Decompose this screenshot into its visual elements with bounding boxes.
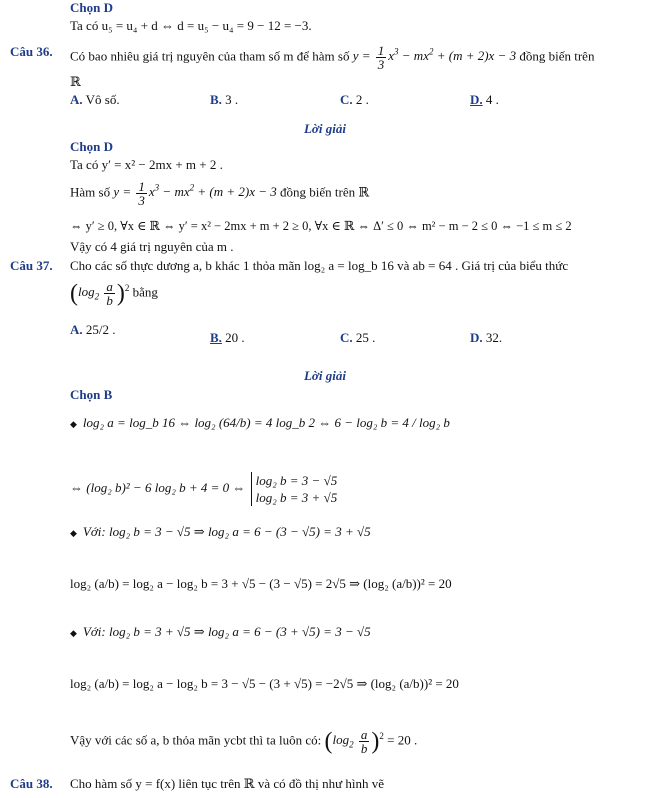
q37-sol-step5: ◆ Với: log₂ b = 3 + √5 ⇒ log₂ a = 6 − (3 + √5) = 3 − √5 xyxy=(70,624,371,639)
prev-choice: Chọn D xyxy=(70,0,113,15)
q37-text2: bằng xyxy=(132,284,158,300)
q37-label: Câu 37. xyxy=(10,258,53,273)
q37-option-a[interactable] xyxy=(70,322,116,338)
prev-line: Ta có u₅ = u₄ + d ⇔ d = u₅ − u₄ = 9 − 12 = −3. xyxy=(70,18,312,33)
q37-option-c-text: 25 . xyxy=(355,330,376,345)
q37-sol-step2 xyxy=(70,472,337,506)
q36-sol-line2 xyxy=(70,180,369,207)
q36-option-c-text: 2 . xyxy=(355,92,369,107)
q37-option-c[interactable] xyxy=(340,330,375,346)
q37-option-a-key: A. xyxy=(70,322,83,337)
q36-solution-heading: Lời giải xyxy=(303,121,346,136)
q37-sol-system-row1: log₂ b = 3 − √5 xyxy=(255,473,338,488)
q36-sol-line1: Ta có y′ = x² − 2mx + m + 2 . xyxy=(70,157,223,172)
q36-option-a[interactable] xyxy=(70,92,120,108)
q37-sol-conclusion-text: Vậy với các số a, b thỏa mãn ycbt thì ta luôn có: xyxy=(70,732,322,748)
q37-sol-step6: log₂ (a/b) = log₂ a − log₂ b = 3 − √5 − (3 + √5) = −2√5 ⇒ (log₂ (a/b))² = 20 xyxy=(70,676,459,691)
q36-option-a-text: Vô số. xyxy=(85,92,120,107)
q36-option-b[interactable] xyxy=(210,92,238,108)
q36-option-d-text: 4 . xyxy=(485,92,499,107)
q37-option-d[interactable] xyxy=(470,330,502,346)
q36-option-c-key: C. xyxy=(340,92,353,107)
q37-option-a-text: 25/2 . xyxy=(85,322,116,337)
q36-option-b-text: 3 . xyxy=(225,92,239,107)
q37-sol-step3: ◆ Với: log₂ b = 3 − √5 ⇒ log₂ a = 6 − (3 − √5) = 3 + √5 xyxy=(70,524,371,539)
q37-sol-conclusion: Vậy với các số a, b thỏa mãn ycbt thì ta luôn có: ($\log_2$ $\frac{a}{b}$ )$^2$ = 20 . xyxy=(70,727,418,756)
q37-sol-step1: ◆ log₂ a = log_b 16 ⇔ log₂ (64/b) = 4 log_b 2 ⇔ 6 − log₂ b = 4 / log₂ b xyxy=(70,415,450,430)
q36-function: y = $\frac{1}{3}$ $x^3 - mx^2 + (m + 2)x - 3$ xyxy=(352,43,517,72)
q36-sol-line2-b: đồng biến trên ℝ xyxy=(280,184,370,200)
q36-option-c[interactable] xyxy=(340,92,369,108)
q37-sol-conclusion-value: = 20 . xyxy=(387,732,418,748)
q37-text1: Cho các số thực dương a, b khác 1 thỏa mãn log₂ a = log_b 16 và ab = 64 . Giá trị của biểu thức xyxy=(70,258,569,273)
q36-option-d[interactable] xyxy=(470,92,499,108)
q36-sol-line3: ⇔ y′ ≥ 0, ∀x ∈ ℝ ⇔ y′ = x² − 2mx + m + 2 ≥ 0, ∀x ∈ ℝ ⇔ Δ′ ≤ 0 ⇔ m² − m − 2 ≤ 0 ⇔ −1 ≤ m ≤ 2 xyxy=(70,219,572,233)
q37-option-d-text: 32. xyxy=(485,330,503,345)
q38-label: Câu 38. xyxy=(10,776,53,791)
q37-sol-system-row2: log₂ b = 3 + √5 xyxy=(255,490,338,505)
q37-sol-step5-text: Với: log₂ b = 3 + √5 ⇒ log₂ a = 6 − (3 + √5) = 3 − √5 xyxy=(82,624,371,639)
q37-sol-system xyxy=(251,472,338,506)
q37-sol-step2-text: ⇔ (log₂ b)² − 6 log₂ b + 4 = 0 ⇔ xyxy=(70,479,246,495)
q37-option-b-key: B. xyxy=(210,330,222,345)
q36-text-part2: đồng biến trên xyxy=(519,48,595,64)
q36-choice: Chọn D xyxy=(70,139,113,154)
q37-option-b-text: 20 . xyxy=(225,330,245,345)
q36-option-a-key: A. xyxy=(70,92,83,107)
q36-sol-line4: Vậy có 4 giá trị nguyên của m . xyxy=(70,239,234,254)
q36-option-d-key: D. xyxy=(470,92,483,107)
q37-sol-step3-text: Với: log₂ b = 3 − √5 ⇒ log₂ a = 6 − (3 − √5) = 3 + √5 xyxy=(82,524,371,539)
q36-sol-function: y = $\frac{1}{3}$ $x^3 - mx^2 + (m + 2)x - 3$ xyxy=(113,179,277,208)
q37-option-d-key: D. xyxy=(470,330,483,345)
q36-sol-line2-a: Hàm số xyxy=(70,184,111,200)
q36-option-b-key: B. xyxy=(210,92,222,107)
q37-solution-heading: Lời giải xyxy=(303,368,346,383)
q36-label: Câu 36. xyxy=(10,44,53,59)
q36-text xyxy=(70,44,594,71)
q37-text2-line: ($\log_2$ $\frac{a}{b}$ )$^2$ bằng xyxy=(70,279,158,308)
q37-sol-step4: log₂ (a/b) = log₂ a − log₂ b = 3 + √5 − (3 − √5) = 2√5 ⇒ (log₂ (a/b))² = 20 xyxy=(70,576,452,591)
q36-domain: ℝ xyxy=(70,74,81,89)
q37-option-b[interactable] xyxy=(210,330,245,346)
q37-sol-step1-text: log₂ a = log_b 16 ⇔ log₂ (64/b) = 4 log_b 2 ⇔ 6 − log₂ b = 4 / log₂ b xyxy=(82,415,450,430)
q37-choice: Chọn B xyxy=(70,387,113,402)
q36-text-part1: Có bao nhiêu giá trị nguyên của tham số m để hàm số xyxy=(70,48,350,64)
q37-option-c-key: C. xyxy=(340,330,353,345)
q38-text: Cho hàm số y = f(x) liên tục trên ℝ và có đồ thị như hình vẽ xyxy=(70,776,385,791)
